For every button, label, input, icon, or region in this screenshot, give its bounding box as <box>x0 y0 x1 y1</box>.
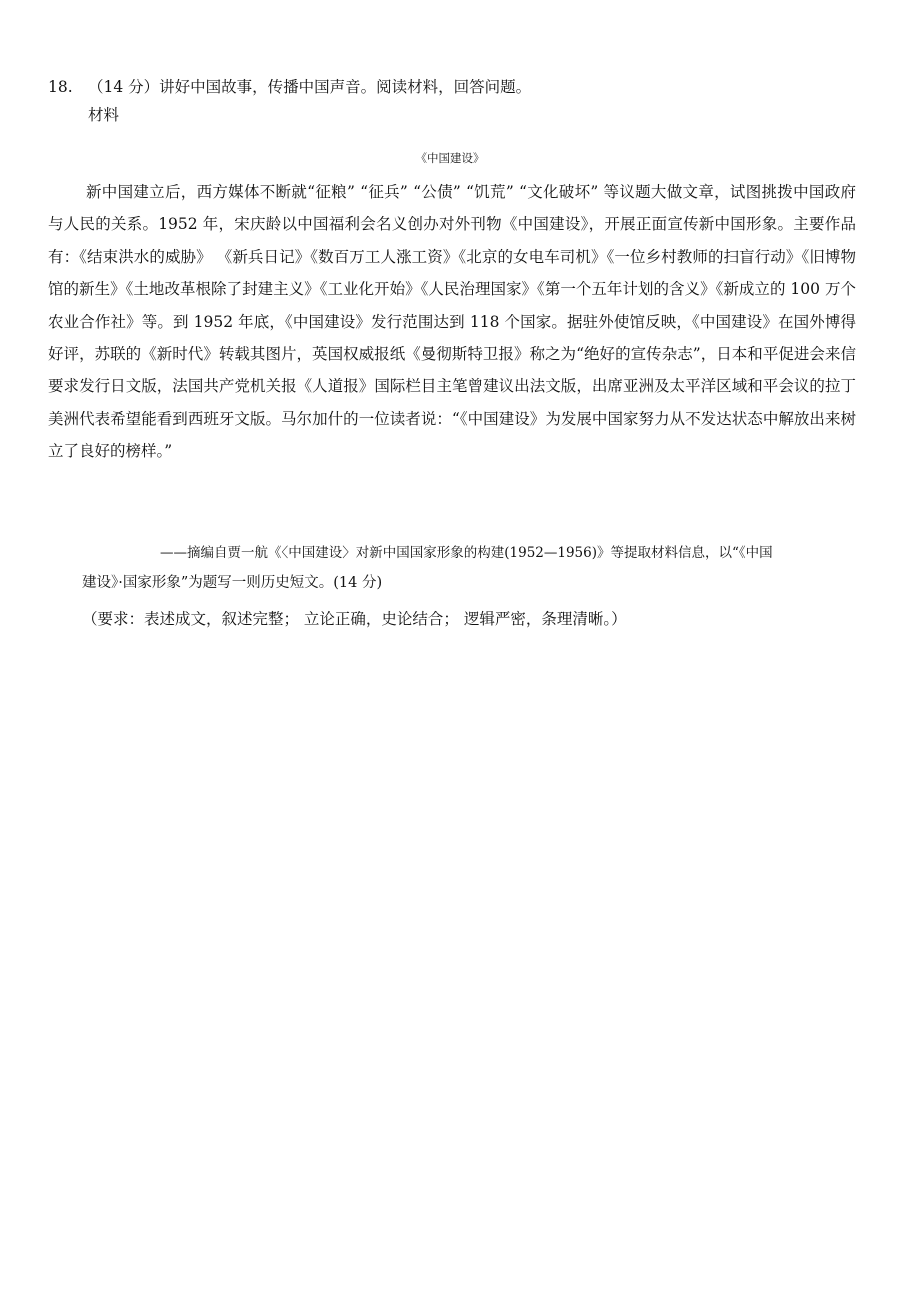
material-label: 材料 <box>88 106 120 124</box>
question-number: 18. <box>48 78 73 96</box>
question-header <box>48 74 531 100</box>
task-instruction: 建设》·国家形象”为题写一则历史短文。(14 分) <box>82 575 383 591</box>
source-citation: ——摘编自贾一航《〈中国建设〉对新中国国家形象的构建(1952—1956)》等提取材料信息，以“《中国 <box>160 545 773 561</box>
answer-requirements: （要求：表述成文，叙述完整； 立论正确，史论结合； 逻辑严密，条理清晰。） <box>82 610 627 628</box>
question-prompt: （14 分）讲好中国故事，传播中国声音。阅读材料，回答问题。 <box>88 78 532 96</box>
material-body: 新中国建立后，西方媒体不断就“征粮” “征兵” “公债” “饥荒” “文化破坏” 等议题大做文章，试图挑拨中国政府与人民的关系。1952 年，宋庆龄以中国福利会名义创办对外刊物《中国建设》，开展正面宣传新中国形象。主要作品有：《结束洪水的威胁》 《新兵日记》《数百万工人涨工资》《北京的女电车司机》《一位乡村教师的扫盲行动》《旧博物馆的新生》《土地改革根除了封建主义》《工业化开始》《人民治理国家》《第一个五年计划的含义》《新成立的 100 万个农业合作社》等。到 1952 年底，《中国建设》发行范围达到 118 个国家。据驻外使馆反映，《中国建设》在国外博得好评，苏联的《新时代》转载其图片，英国权威报纸《曼彻斯特卫报》称之为“绝好的宣传杂志”，日本和平促进会来信要求发行日文版，法国共产党机关报《人道报》国际栏目主笔曾建议出法文版，出席亚洲及太平洋区域和平会议的拉丁美洲代表希望能看到西班牙文版。马尔加什的一位读者说：“《中国建设》为发展中国家努力从不发达状态中解放出来树立了良好的榜样。” <box>48 183 856 461</box>
material-title: 《中国建设》 <box>415 151 485 165</box>
